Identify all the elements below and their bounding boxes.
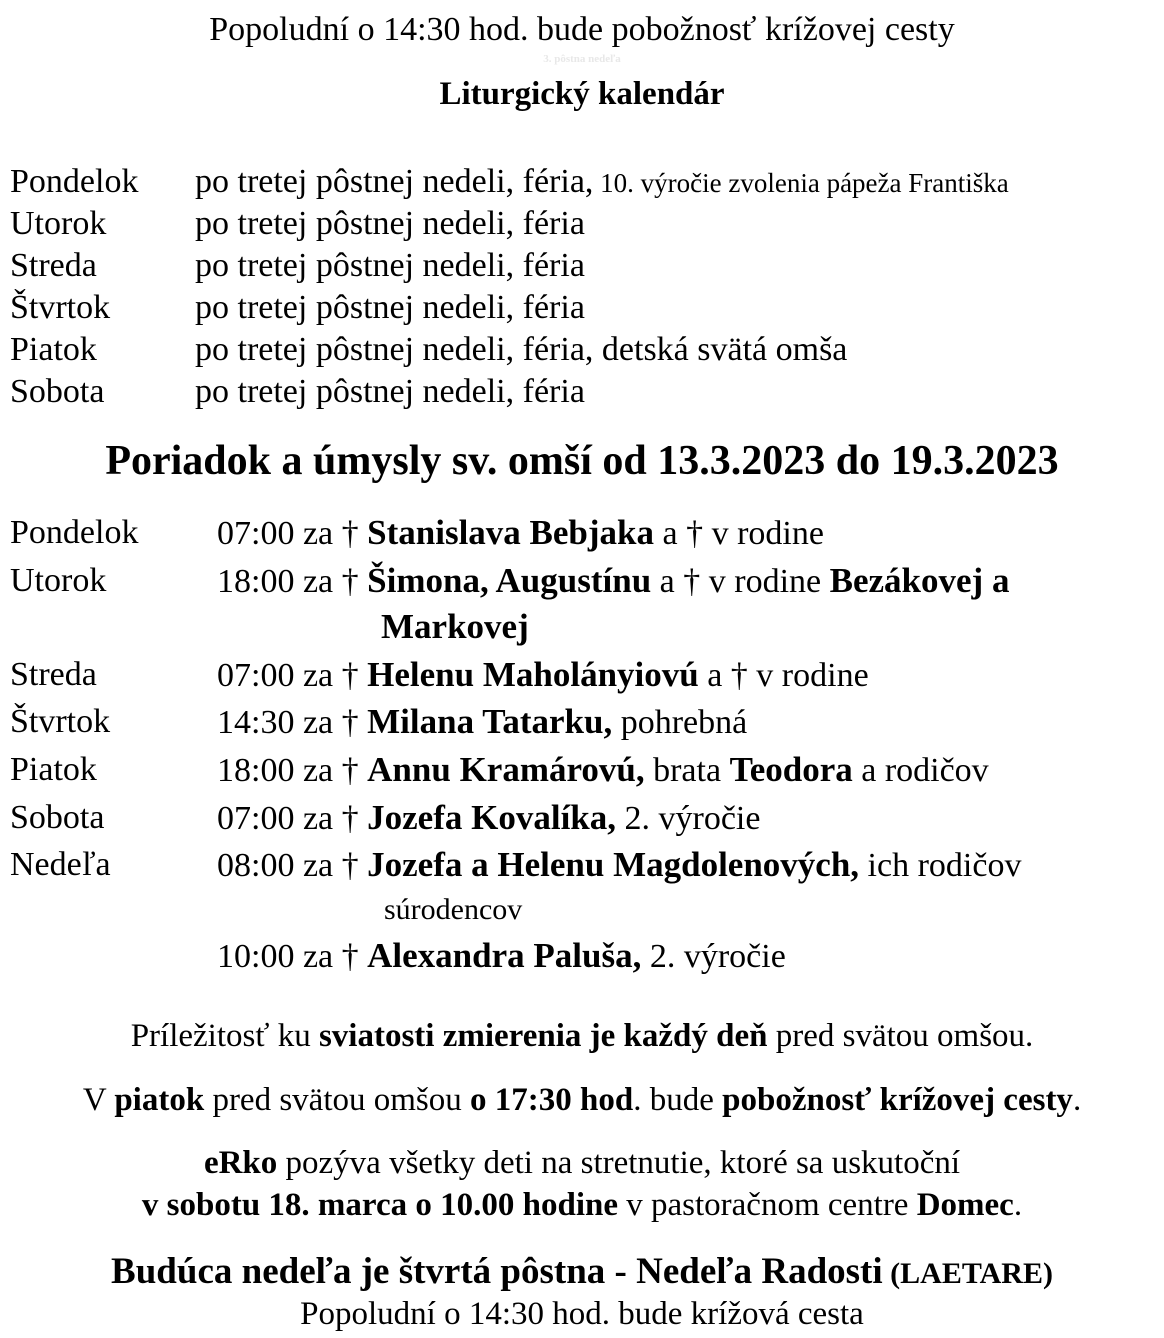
mass-intention: 07:00 za † Helenu Maholányiovú a † v rodine xyxy=(217,655,869,694)
mass-day: Nedeľa xyxy=(10,846,111,883)
masses-heading: Poriadok a úmysly sv. omší od 13.3.2023 do 19.3.2023 xyxy=(105,438,1059,484)
calendar-text: po tretej pôstnej nedeli, féria xyxy=(195,205,585,242)
mass-day: Sobota xyxy=(10,799,105,836)
mass-intention: 07:00 za † Stanislava Bebjaka a † v rodine xyxy=(217,513,824,552)
calendar-text: po tretej pôstnej nedeli, féria xyxy=(195,373,585,410)
mass-day: Utorok xyxy=(10,562,107,599)
calendar-day: Štvrtok xyxy=(10,289,111,326)
mass-intention: 07:00 za † Jozefa Kovalíka, 2. výročie xyxy=(217,798,761,837)
mass-day: Piatok xyxy=(10,751,97,788)
calendar-day: Pondelok xyxy=(10,163,139,200)
watermark-text: 3. pôstna nedeľa xyxy=(543,53,621,65)
mass-intention-continuation: súrodencov xyxy=(384,893,523,926)
erko-notice-line1: eRko pozýva všetky deti na stretnutie, ktoré sa uskutoční xyxy=(203,1145,961,1181)
mass-day: Štvrtok xyxy=(10,703,111,740)
mass-day: Streda xyxy=(10,656,97,693)
calendar-text: po tretej pôstnej nedeli, féria, 10. výročie zvolenia pápeža Františka xyxy=(195,163,1009,200)
calendar-day: Streda xyxy=(10,247,97,284)
erko-notice-line2: v sobotu 18. marca o 10.00 hodine v pastoračnom centre Domec. xyxy=(141,1187,1023,1223)
mass-intention: 08:00 za † Jozefa a Helenu Magdolenových, ich rodičov xyxy=(217,845,1022,884)
mass-intention: 14:30 za † Milana Tatarku, pohrebná xyxy=(217,702,748,741)
mass-intention: 18:00 za † Annu Kramárovú, brata Teodora a rodičov xyxy=(217,750,989,789)
mass-intention: 10:00 za † Alexandra Paluša, 2. výročie xyxy=(217,936,786,975)
afternoon-notice: Popoludní o 14:30 hod. bude pobožnosť krížovej cesty xyxy=(209,11,955,48)
calendar-day: Sobota xyxy=(10,373,105,410)
mass-day: Pondelok xyxy=(10,514,139,551)
friday-notice: V piatok pred svätou omšou o 17:30 hod. bude pobožnosť krížovej cesty. xyxy=(82,1082,1082,1118)
mass-intention: 18:00 za † Šimona, Augustínu a † v rodine Bezákovej a xyxy=(217,561,1010,600)
calendar-day: Piatok xyxy=(10,331,97,368)
calendar-text: po tretej pôstnej nedeli, féria, detská svätá omša xyxy=(195,331,848,368)
calendar-day: Utorok xyxy=(10,205,107,242)
calendar-text: po tretej pôstnej nedeli, féria xyxy=(195,289,585,326)
calendar-anniversary-note: 10. výročie zvolenia pápeža Františka xyxy=(593,168,1009,198)
final-notice: Popoludní o 14:30 hod. bude krížová cesta xyxy=(300,1296,864,1332)
next-sunday-notice: Budúca nedeľa je štvrtá pôstna - Nedeľa Radosti (LAETARE) xyxy=(111,1251,1053,1292)
calendar-text: po tretej pôstnej nedeli, féria xyxy=(195,247,585,284)
confession-notice: Príležitosť ku sviatosti zmierenia je každý deň pred svätou omšou. xyxy=(130,1018,1034,1054)
calendar-heading: Liturgický kalendár xyxy=(439,76,725,112)
mass-intention-continuation: Markovej xyxy=(381,607,529,646)
